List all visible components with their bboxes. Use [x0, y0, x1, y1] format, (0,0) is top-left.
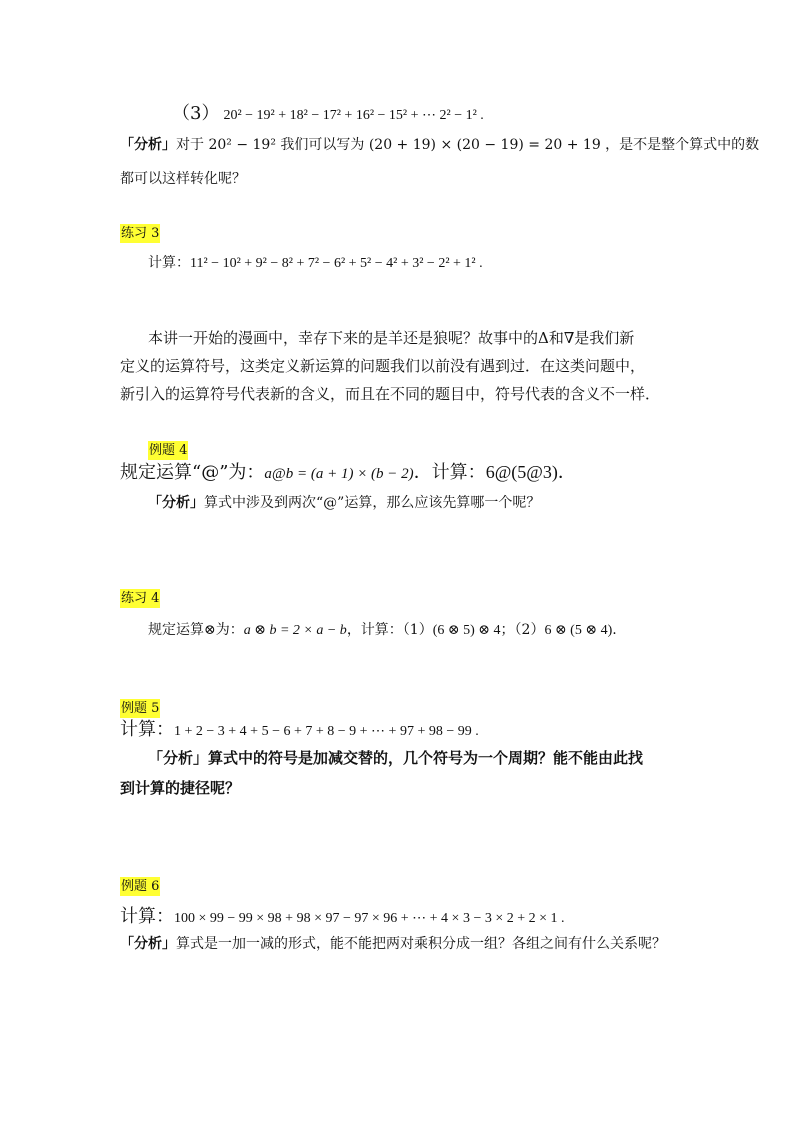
practice-3-question	[148, 255, 483, 273]
analysis-text: 对于 20² − 19² 我们可以写为 (20 + 19) × (20 − 19) = 20 + 19 ，是不是整个算式中的数	[176, 137, 760, 153]
analysis-label: 「分析」	[148, 495, 204, 511]
question-mid: ．计算：	[413, 462, 486, 483]
analysis-1-line-1	[120, 137, 759, 154]
analysis-label: 「分析」	[120, 936, 176, 952]
intro-line-1: 本讲一开始的漫画中，幸存下来的是羊还是狼呢？故事中的Δ和∇是我们新	[148, 329, 635, 347]
example-5-question	[120, 719, 479, 741]
question-separator: ；（2）	[500, 622, 545, 638]
question-prefix: 计算：	[120, 719, 174, 740]
practice-4-label	[120, 587, 160, 607]
example-6-label	[120, 875, 160, 895]
analysis-text: 算式中的符号是加减交替的，几个符号为一个周期？能不能由此找	[208, 749, 644, 767]
example-6-question	[120, 906, 565, 928]
question-1-expression: (6 ⊗ 5) ⊗ 4	[432, 623, 501, 638]
analysis-1-line-2: 都可以这样转化呢？	[120, 171, 246, 187]
question-expression: 6@(5@3)	[485, 462, 558, 482]
intro-line-3: 新引入的运算符号代表新的含义，而且在不同的题目中，符号代表的含义不一样．	[120, 385, 661, 403]
operation-definition: a@b = (a + 1) × (b − 2)	[264, 466, 414, 482]
question-text: 规定运算⊗为：	[148, 622, 244, 638]
example-4-analysis	[148, 495, 540, 512]
practice-3-label	[120, 222, 160, 242]
sub-question-index: （3）	[172, 103, 220, 124]
sub-question-expression: 20² − 19² + 18² − 17² + 16² − 15² + ⋯ 2² − 1² .	[223, 108, 484, 123]
question-text: 规定运算“@”为：	[120, 462, 265, 483]
question-expression: 1 + 2 − 3 + 4 + 5 − 6 + 7 + 8 − 9 + ⋯ + 97 + 98 − 99 .	[174, 724, 479, 739]
operation-definition: a ⊗ b = 2 × a − b	[243, 623, 347, 638]
analysis-text: 算式是一加一减的形式，能不能把两对乘积分成一组？各组之间有什么关系呢？	[176, 936, 666, 952]
example-label-highlight: 例题 6	[121, 879, 160, 894]
example-5-analysis-line-1	[148, 749, 643, 767]
practice-4-question: 规定运算⊗为：a ⊗ b = 2 × a − b，计算：（1）(6 ⊗ 5) ⊗ 4；（2）6 ⊗ (5 ⊗ 4).	[148, 622, 617, 638]
example-5-analysis-line-2: 到计算的捷径呢？	[120, 779, 241, 797]
example-6-analysis	[120, 936, 666, 953]
question-expression: 11² − 10² + 9² − 8² + 7² − 6² + 5² − 4² + 3² − 2² + 1² .	[190, 256, 483, 271]
example-4-label	[148, 439, 188, 459]
question-mid: ，计算：（1）	[346, 622, 433, 638]
practice-label-highlight: 练习 3	[121, 226, 160, 241]
question-2-expression: 6 ⊗ (5 ⊗ 4)	[544, 623, 613, 638]
question-prefix: 计算：	[148, 255, 190, 271]
question-expression: 100 × 99 − 99 × 98 + 98 × 97 − 97 × 96 + ⋯ + 4 × 3 − 3 × 2 + 2 × 1 .	[174, 911, 565, 926]
question-prefix: 计算：	[120, 906, 174, 927]
example-4-question: 规定运算“@”为：a@b = (a + 1) × (b − 2)．计算：6@(5@3)．	[120, 462, 576, 483]
example-5-label	[120, 697, 160, 717]
example-label-highlight: 例题 5	[121, 701, 160, 716]
example-label-highlight: 例题 4	[149, 443, 188, 458]
intro-line-2: 定义的运算符号，这类定义新运算的问题我们以前没有遇到过．在这类问题中，	[120, 357, 646, 375]
sub-question-3	[172, 103, 484, 125]
analysis-label: 「分析」	[120, 137, 176, 153]
practice-label-highlight: 练习 4	[121, 591, 160, 606]
analysis-text: 算式中涉及到两次“@”运算，那么应该先算哪一个呢？	[204, 495, 541, 511]
analysis-label: 「分析」	[148, 749, 209, 767]
